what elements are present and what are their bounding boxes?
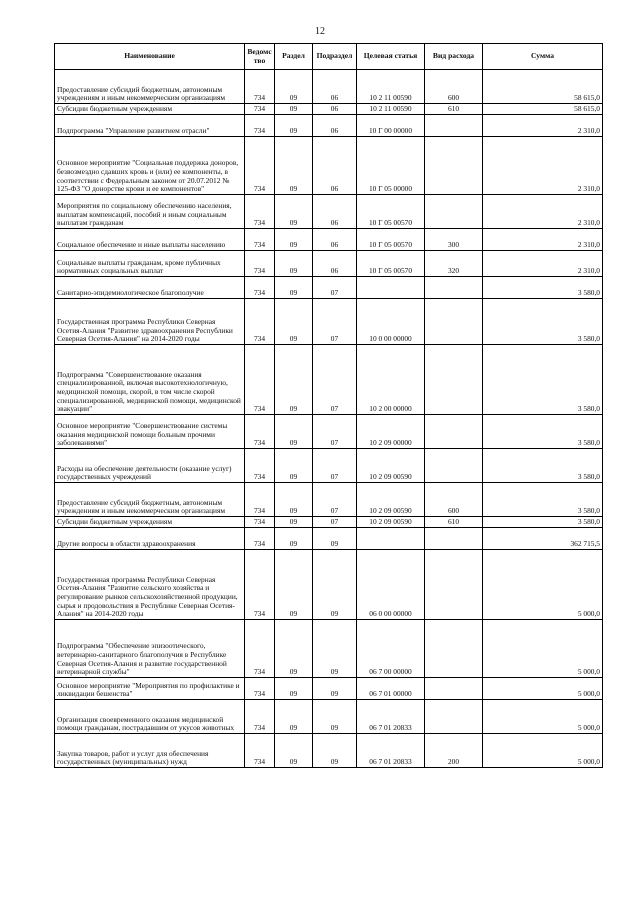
table-cell-target: 10 Г 05 00570: [357, 251, 425, 277]
table-cell-name: Основное мероприятие "Совершенствование системы оказания медицинской помощи больным прочими заболеваниями": [55, 415, 245, 449]
table-cell-expense-type: [425, 620, 483, 678]
table-cell-target: 10 2 09 00590: [357, 517, 425, 528]
table-cell-dept: 734: [245, 299, 275, 345]
table-row: [55, 299, 603, 345]
table-cell-subsection: 09: [313, 678, 357, 700]
table-row: [55, 678, 603, 700]
table-cell-name: Другие вопросы в области здравоохранения: [55, 528, 245, 550]
table-row: [55, 104, 603, 115]
header-expense-type: Вид расхода: [425, 44, 483, 70]
table-cell-expense-type: 300: [425, 229, 483, 251]
table-cell-subsection: 07: [313, 483, 357, 517]
table-cell-expense-type: [425, 115, 483, 137]
table-cell-expense-type: 610: [425, 104, 483, 115]
table-cell-section: 09: [275, 415, 313, 449]
table-cell-sum: 3 580,0: [483, 415, 603, 449]
table-cell-dept: 734: [245, 137, 275, 195]
table-cell-subsection: 09: [313, 550, 357, 620]
table-cell-sum: 3 580,0: [483, 517, 603, 528]
table-cell-dept: 734: [245, 115, 275, 137]
table-cell-sum: 5 000,0: [483, 700, 603, 734]
table-cell-target: 10 Г 05 00570: [357, 195, 425, 229]
table-cell-subsection: 06: [313, 104, 357, 115]
table-cell-dept: 734: [245, 277, 275, 299]
table-cell-name: Государственная программа Республики Северная Осетия-Алания "Развитие здравоохранения Республики Северная Осетия-Алания" на 2014-2020 годы: [55, 299, 245, 345]
table-cell-expense-type: [425, 550, 483, 620]
table-cell-section: 09: [275, 104, 313, 115]
table-cell-subsection: 06: [313, 137, 357, 195]
table-cell-expense-type: [425, 277, 483, 299]
table-cell-section: 09: [275, 449, 313, 483]
table-row: [55, 251, 603, 277]
table-cell-target: 06 0 00 00000: [357, 550, 425, 620]
table-cell-expense-type: [425, 415, 483, 449]
table-cell-expense-type: 600: [425, 483, 483, 517]
table-cell-sum: 2 310,0: [483, 137, 603, 195]
table-cell-dept: 734: [245, 195, 275, 229]
table-cell-subsection: 06: [313, 229, 357, 251]
table-cell-subsection: 06: [313, 251, 357, 277]
table-cell-section: 09: [275, 528, 313, 550]
table-cell-section: 09: [275, 620, 313, 678]
table-cell-section: 09: [275, 137, 313, 195]
table-cell-target: 10 Г 05 00000: [357, 137, 425, 195]
table-cell-target: 10 0 00 00000: [357, 299, 425, 345]
table-row: [55, 229, 603, 251]
table-cell-name: Социальные выплаты гражданам, кроме публичных нормативных социальных выплат: [55, 251, 245, 277]
table-cell-dept: 734: [245, 70, 275, 104]
table-cell-subsection: 09: [313, 528, 357, 550]
table-cell-expense-type: [425, 700, 483, 734]
table-cell-section: 09: [275, 517, 313, 528]
table-cell-expense-type: 610: [425, 517, 483, 528]
table-cell-dept: 734: [245, 734, 275, 768]
table-cell-expense-type: [425, 449, 483, 483]
table-cell-dept: 734: [245, 415, 275, 449]
table-row: [55, 137, 603, 195]
table-row: [55, 528, 603, 550]
table-cell-subsection: 07: [313, 449, 357, 483]
table-cell-dept: 734: [245, 104, 275, 115]
table-header-row: [55, 44, 603, 70]
header-section: Раздел: [275, 44, 313, 70]
table-cell-target: 06 7 01 20833: [357, 734, 425, 768]
table-cell-sum: 3 580,0: [483, 345, 603, 415]
table-row: [55, 550, 603, 620]
table-row: [55, 70, 603, 104]
table-cell-sum: 2 310,0: [483, 251, 603, 277]
table-cell-expense-type: 200: [425, 734, 483, 768]
table-cell-section: 09: [275, 550, 313, 620]
table-cell-subsection: 07: [313, 299, 357, 345]
table-cell-target: 10 2 09 00590: [357, 483, 425, 517]
table-cell-name: Основное мероприятие "Социальная поддержка доноров, безвозмездно сдавших кровь и (или) ее компоненты, в соответствии с Федеральным законом от 20.07.2012 № 125-ФЗ "О донорстве крови и ее компонентов": [55, 137, 245, 195]
table-cell-section: 09: [275, 70, 313, 104]
table-cell-sum: 58 615,0: [483, 104, 603, 115]
table-cell-section: 09: [275, 483, 313, 517]
table-cell-target: 10 2 00 00000: [357, 345, 425, 415]
table-cell-expense-type: 600: [425, 70, 483, 104]
table-cell-sum: 2 310,0: [483, 115, 603, 137]
table-cell-dept: 734: [245, 550, 275, 620]
table-cell-sum: 2 310,0: [483, 195, 603, 229]
table-cell-name: Подпрограмма "Совершенствование оказания специализированной, включая высокотехнологичную, медицинской помощи, скорой, в том числе скорой специализированной, медицинской помощи, медицинской эвакуации": [55, 345, 245, 415]
table-cell-sum: 5 000,0: [483, 734, 603, 768]
table-row: [55, 517, 603, 528]
table-cell-target: 10 Г 05 00570: [357, 229, 425, 251]
table-cell-name: Санитарно-эпидемиологическое благополучие: [55, 277, 245, 299]
table-cell-sum: 3 580,0: [483, 449, 603, 483]
table-cell-dept: 734: [245, 229, 275, 251]
table-cell-expense-type: [425, 678, 483, 700]
table-cell-section: 09: [275, 345, 313, 415]
table-cell-subsection: 07: [313, 415, 357, 449]
table-row: [55, 345, 603, 415]
table-cell-name: Подпрограмма "Обеспечение эпизоотического, ветеринарно-санитарного благополучия в Республике Северная Осетия-Алания и развитие государственной ветеринарной службы": [55, 620, 245, 678]
table-cell-name: Государственная программа Республики Северная Осетия-Алания "Развитие сельского хозяйства и регулирование рынков сельскохозяйственной продукции, сырья и продовольствия в Республике Северная Осетия-Алания" на 2014-2020 годы: [55, 550, 245, 620]
table-cell-name: Мероприятия по социальному обеспечению населения, выплатам компенсаций, пособий и иным социальным выплатам гражданам: [55, 195, 245, 229]
table-cell-dept: 734: [245, 700, 275, 734]
table-cell-section: 09: [275, 299, 313, 345]
table-cell-name: Закупка товаров, работ и услуг для обеспечения государственных (муниципальных) нужд: [55, 734, 245, 768]
table-cell-name: Субсидии бюджетным учреждениям: [55, 517, 245, 528]
table-cell-section: 09: [275, 678, 313, 700]
table-cell-sum: 362 715,5: [483, 528, 603, 550]
table-cell-subsection: 06: [313, 115, 357, 137]
table-cell-subsection: 06: [313, 70, 357, 104]
table-row: [55, 277, 603, 299]
table-cell-sum: 2 310,0: [483, 229, 603, 251]
table-cell-dept: 734: [245, 678, 275, 700]
table-row: [55, 483, 603, 517]
table-cell-subsection: 07: [313, 345, 357, 415]
table-cell-expense-type: [425, 137, 483, 195]
table-cell-name: Социальное обеспечение и иные выплаты населению: [55, 229, 245, 251]
table-cell-name: Расходы на обеспечение деятельности (оказание услуг) государственных учреждений: [55, 449, 245, 483]
table-cell-sum: 5 000,0: [483, 620, 603, 678]
table-cell-sum: 3 580,0: [483, 483, 603, 517]
table-cell-expense-type: [425, 299, 483, 345]
table-cell-dept: 734: [245, 483, 275, 517]
table-cell-sum: 58 615,0: [483, 70, 603, 104]
table-cell-sum: 3 580,0: [483, 277, 603, 299]
header-target: Целевая статья: [357, 44, 425, 70]
table-cell-target: 10 Г 00 00000: [357, 115, 425, 137]
table-cell-target: 10 2 09 00590: [357, 449, 425, 483]
table-cell-section: 09: [275, 115, 313, 137]
table-row: [55, 415, 603, 449]
table-cell-subsection: 09: [313, 734, 357, 768]
table-cell-target: 06 7 01 20833: [357, 700, 425, 734]
table-cell-dept: 734: [245, 620, 275, 678]
table-cell-dept: 734: [245, 345, 275, 415]
table-cell-subsection: 07: [313, 277, 357, 299]
table-cell-target: [357, 528, 425, 550]
table-cell-name: Предоставление субсидий бюджетным, автономным учреждениям и иным некоммерческим организациям: [55, 483, 245, 517]
table-cell-subsection: 06: [313, 195, 357, 229]
table-cell-section: 09: [275, 229, 313, 251]
table-cell-dept: 734: [245, 251, 275, 277]
header-subsection: Подраздел: [313, 44, 357, 70]
table-cell-subsection: 09: [313, 700, 357, 734]
table-cell-name: Подпрограмма "Управление развитием отрасли": [55, 115, 245, 137]
table-row: [55, 620, 603, 678]
table-cell-section: 09: [275, 195, 313, 229]
table-cell-dept: 734: [245, 517, 275, 528]
table-cell-target: 06 7 01 00000: [357, 678, 425, 700]
table-cell-name: Предоставление субсидий бюджетным, автономным учреждениям и иным некоммерческим организациям: [55, 70, 245, 104]
budget-table: [54, 43, 603, 768]
table-cell-sum: 3 580,0: [483, 299, 603, 345]
table-cell-section: 09: [275, 251, 313, 277]
header-dept: Ведомс тво: [245, 44, 275, 70]
table-row: [55, 115, 603, 137]
table-row: [55, 449, 603, 483]
table-cell-sum: 5 000,0: [483, 550, 603, 620]
table-cell-section: 09: [275, 277, 313, 299]
table-cell-name: Субсидии бюджетным учреждениям: [55, 104, 245, 115]
table-row: [55, 734, 603, 768]
table-cell-section: 09: [275, 700, 313, 734]
table-cell-target: 10 2 09 00000: [357, 415, 425, 449]
table-cell-dept: 734: [245, 449, 275, 483]
page-number: 12: [315, 26, 325, 37]
table-row: [55, 195, 603, 229]
table-cell-target: 10 2 11 00590: [357, 104, 425, 115]
table-cell-expense-type: 320: [425, 251, 483, 277]
table-cell-name: Организация своевременного оказания медицинской помощи гражданам, пострадавшим от укусов животных: [55, 700, 245, 734]
table-cell-subsection: 07: [313, 517, 357, 528]
table-cell-expense-type: [425, 345, 483, 415]
table-cell-target: 06 7 00 00000: [357, 620, 425, 678]
header-name: Наименование: [55, 44, 245, 70]
table-cell-target: [357, 277, 425, 299]
table-cell-name: Основное мероприятие "Мероприятия по профилактике и ликвидации бешенства": [55, 678, 245, 700]
table-cell-expense-type: [425, 528, 483, 550]
table-cell-dept: 734: [245, 528, 275, 550]
table-cell-subsection: 09: [313, 620, 357, 678]
header-sum: Сумма: [483, 44, 603, 70]
table-cell-expense-type: [425, 195, 483, 229]
table-row: [55, 700, 603, 734]
table-cell-section: 09: [275, 734, 313, 768]
table-cell-target: 10 2 11 00590: [357, 70, 425, 104]
table-cell-sum: 5 000,0: [483, 678, 603, 700]
